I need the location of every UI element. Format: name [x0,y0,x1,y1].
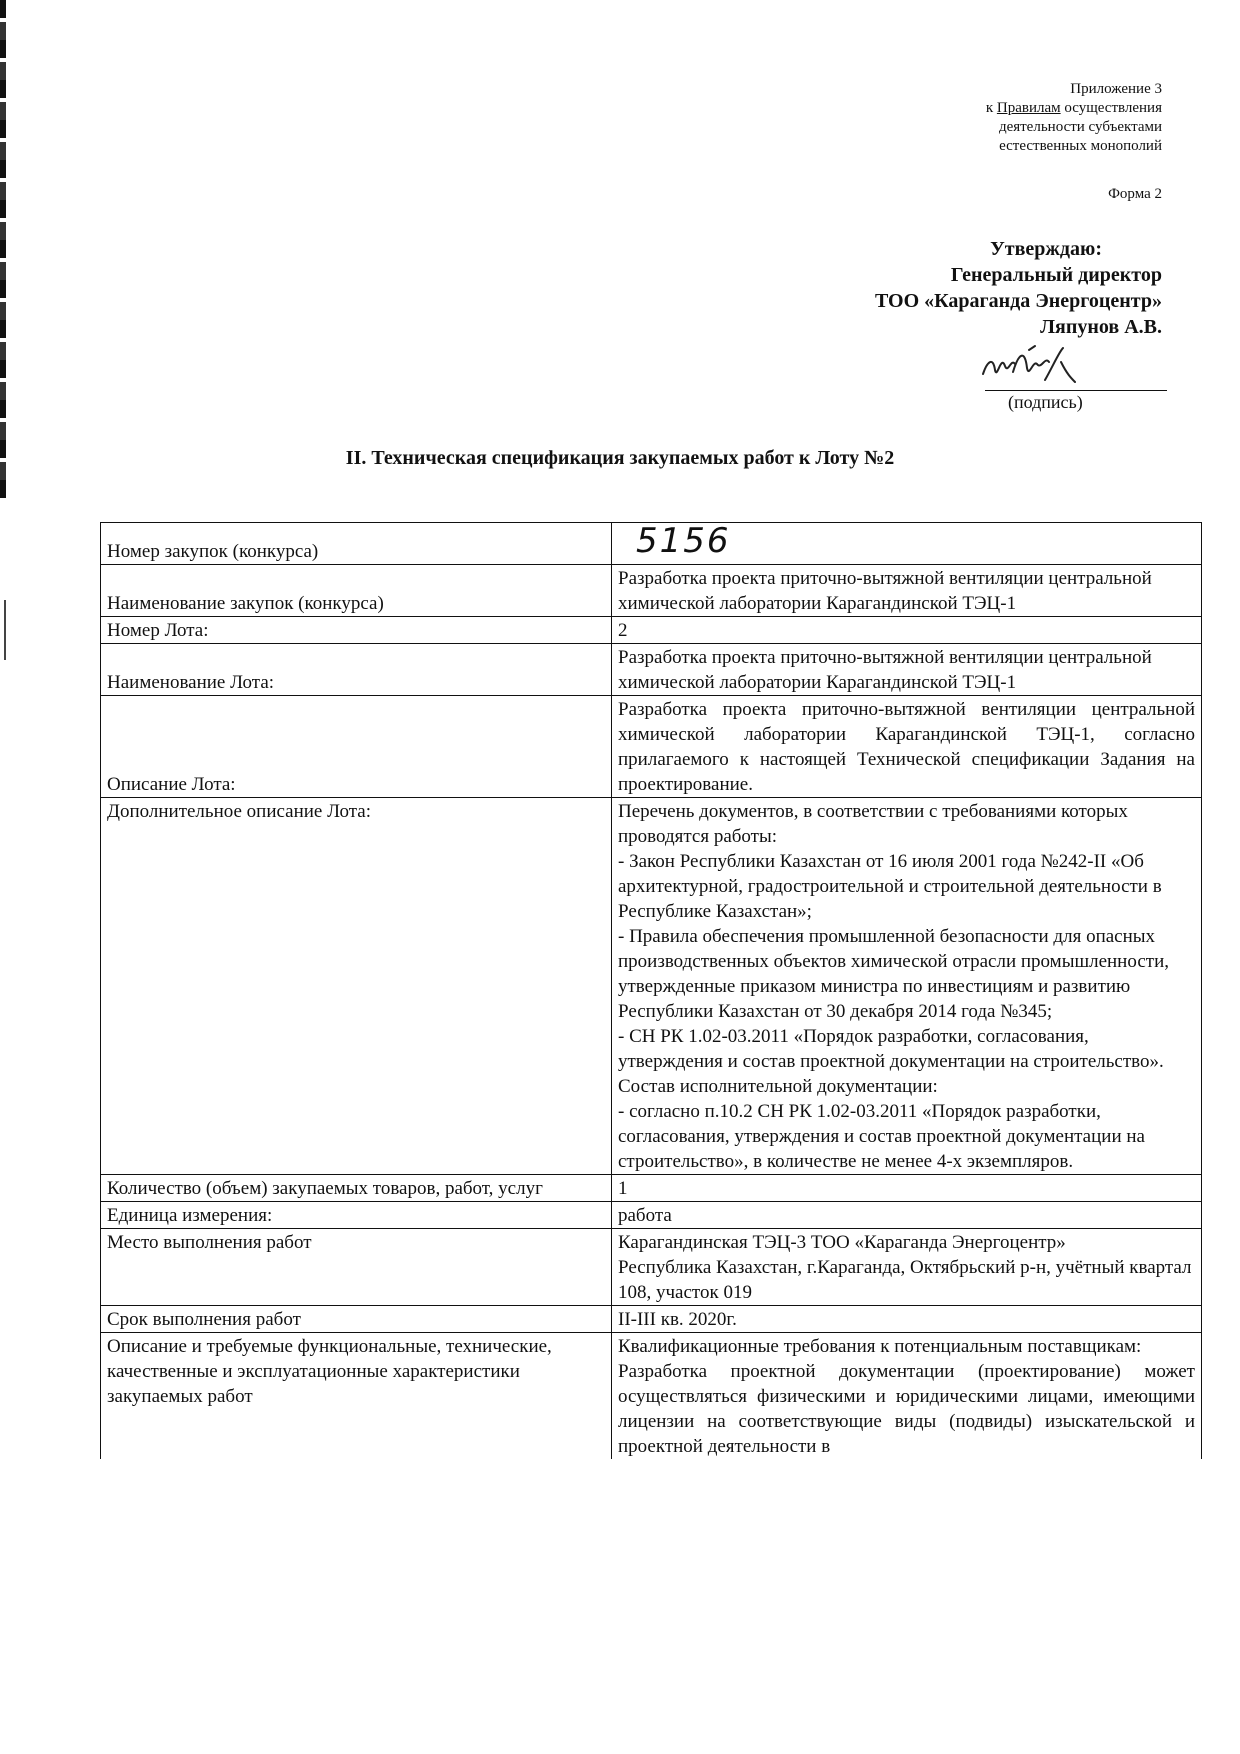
value-line: Состав исполнительной документации: [618,1076,938,1097]
row-label: Описание Лота: [101,696,612,798]
rules-link: Правилам [996,100,1061,116]
approval-block [875,236,1162,340]
row-label: Описание и требуемые функциональные, технические, качественные и эксплуатационные характеристики закупаемых работ [101,1333,612,1460]
appendix-prefix: к [985,100,997,116]
signature-caption: (подпись) [1008,392,1083,412]
table-row [101,798,1202,1175]
table-row [101,523,1202,565]
value-line: - Правила обеспечения промышленной безопасности для опасных производственных объектов химической отрасли промышленности, утвержденные приказом министра по инвестициям и развитию Республики Казахстан от 30 декабря 2014 года №345; [618,926,1169,1022]
appendix-line [986,99,1162,118]
value-line: Перечень документов, в соответствии с требованиями которых проводятся работы: [618,801,1128,847]
table-row [101,1306,1202,1333]
table-row [101,1333,1202,1460]
specification-table [100,522,1202,1459]
appendix-line: естественных монополий [999,138,1162,154]
scan-edge-artifact [4,600,6,660]
approval-title: Утверждаю: [990,238,1102,260]
row-value [612,798,1202,1175]
row-label: Количество (объем) закупаемых товаров, работ, услуг [101,1175,612,1202]
row-value: 2 [612,617,1202,644]
table-row [101,617,1202,644]
row-value: работа [612,1202,1202,1229]
table-row [101,1229,1202,1306]
table-row [101,696,1202,798]
row-label: Наименование закупок (конкурса) [101,565,612,617]
value-line: Республика Казахстан, г.Караганда, Октябрьский р-н, учётный квартал 108, участок 019 [618,1257,1192,1303]
approval-company: ТОО «Караганда Энергоцентр» [874,290,1162,312]
scan-edge-artifact [0,0,6,500]
row-label: Дополнительное описание Лота: [101,798,612,1175]
row-label: Номер закупок (конкурса) [101,523,612,565]
row-label: Наименование Лота: [101,644,612,696]
row-value [612,523,1202,565]
row-label: Единица измерения: [101,1202,612,1229]
approval-position: Генеральный директор [950,264,1162,286]
section-title: II. Техническая спецификация закупаемых работ к Лоту №2 [345,447,895,469]
row-label: Номер Лота: [101,617,612,644]
value-line: Квалификационные требования к потенциальным поставщикам: [618,1336,1142,1357]
value-line: Разработка проектной документации (проектирование) может осуществляться физическими и юридическими лицами, имеющими лицензии на соответствующие виды (подвиды) изыскательской и проектной деятельности в [618,1361,1195,1457]
purchase-number: 5156 [636,521,731,561]
table-row [101,565,1202,617]
row-label: Место выполнения работ [101,1229,612,1306]
appendix-suffix: осуществления [1060,100,1162,116]
form-number: Форма 2 [1108,186,1162,202]
value-line: Карагандинская ТЭЦ-3 ТОО «Караганда Энергоцентр» [618,1232,1066,1253]
row-label: Срок выполнения работ [101,1306,612,1333]
appendix-block [986,80,1162,156]
row-value: Разработка проекта приточно-вытяжной вентиляции центральной химической лаборатории Карагандинской ТЭЦ-1, согласно прилагаемого к настоящей Технической спецификации Задания на проектирование. [612,696,1202,798]
row-value [612,1229,1202,1306]
value-line: - СН РК 1.02-03.2011 «Порядок разработки, согласования, утверждения и состав проектной документации на строительство». [618,1026,1164,1072]
appendix-line: Приложение 3 [1070,81,1162,97]
row-value: 1 [612,1175,1202,1202]
row-value: Разработка проекта приточно-вытяжной вентиляции центральной химической лаборатории Карагандинской ТЭЦ-1 [612,565,1202,617]
signature-line [985,390,1167,391]
handwritten-signature [975,344,1095,388]
row-value: Разработка проекта приточно-вытяжной вентиляции центральной химической лаборатории Карагандинской ТЭЦ-1 [612,644,1202,696]
table-row [101,644,1202,696]
value-line: - Закон Республики Казахстан от 16 июля 2001 года №242-II «Об архитектурной, градостроительной и строительной деятельности в Республике Казахстан»; [618,851,1162,922]
appendix-line: деятельности субъектами [998,119,1162,135]
row-value [612,1333,1202,1460]
table-row [101,1175,1202,1202]
row-value: II-III кв. 2020г. [612,1306,1202,1333]
value-line: - согласно п.10.2 СН РК 1.02-03.2011 «Порядок разработки, согласования, утверждения и состав проектной документации на строительство», в количестве не менее 4-х экземпляров. [618,1101,1145,1172]
approval-name: Ляпунов А.В. [1040,316,1162,338]
table-row [101,1202,1202,1229]
